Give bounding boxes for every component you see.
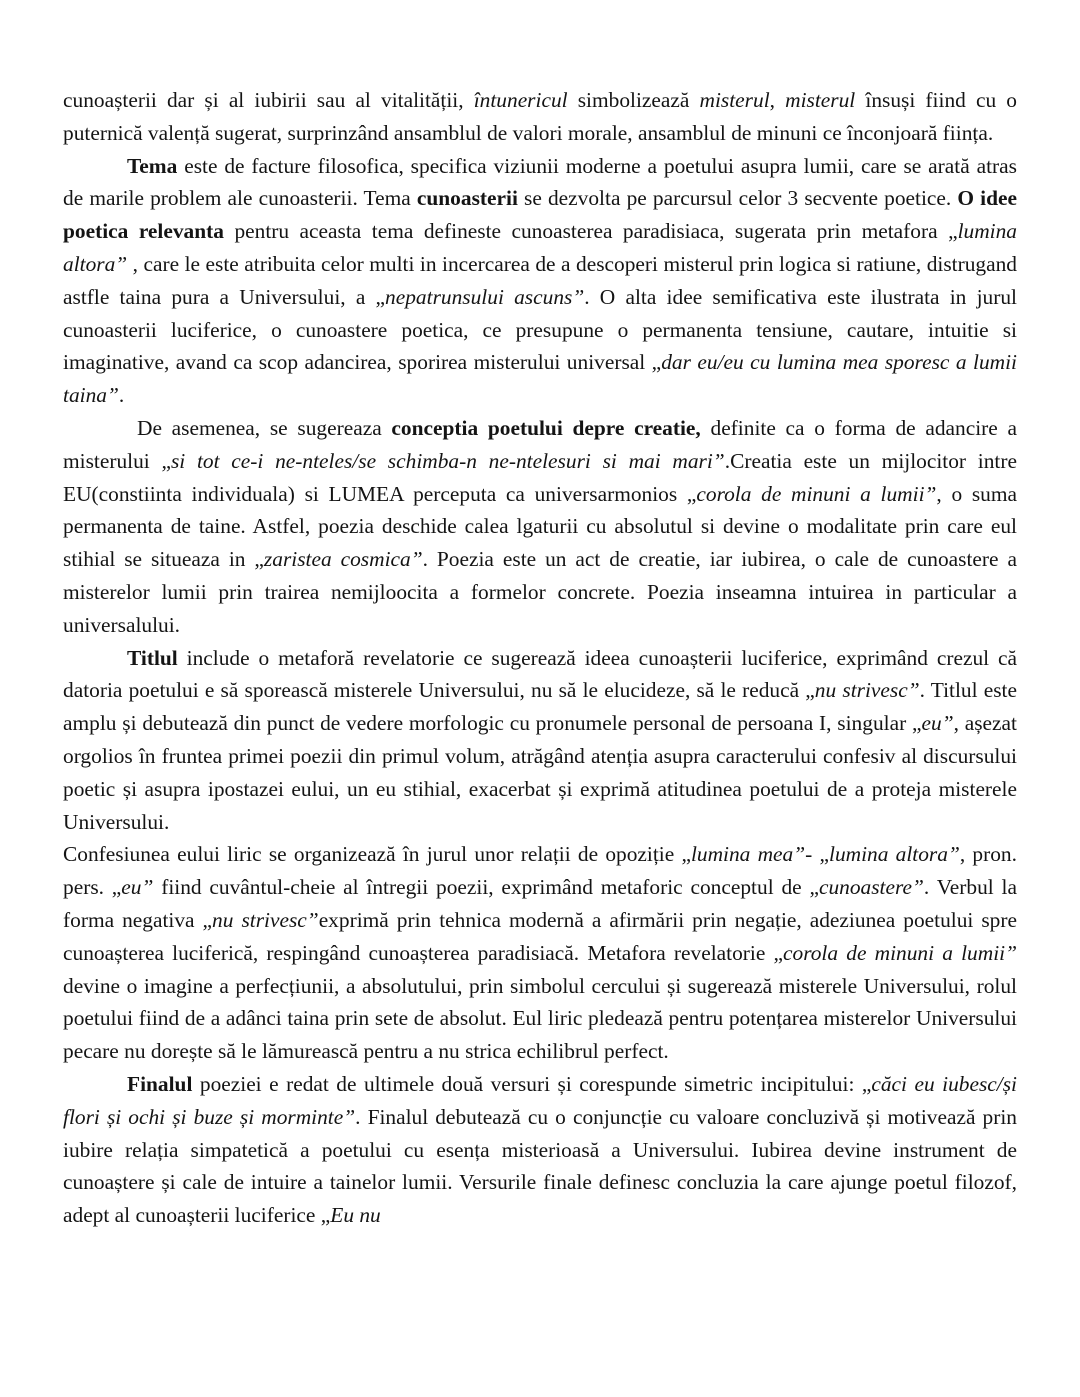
italic-quote: căci eu iubesc/și flori și ochi și buze și morminte” (63, 1071, 1017, 1129)
paragraph (63, 150, 1017, 412)
bold-text: conceptia poetului depre creatie, (391, 415, 701, 440)
text-run: devine o imagine a perfecțiunii, a absolutului, prin simbolul cercului și sugerează misterele Universului, rolul poetului fiind de a adânci taina prin sete de absolut. Eul liric pledează pentru potențarea misterelor Universului pecare nu dorește să le lămurească pentru a nu strica echilibrul perfect. (63, 973, 1017, 1064)
text-run: simbolizează (567, 88, 700, 112)
text-run: , o suma permanenta de taine. Astfel, poezia deschide calea lgaturii cu absolutul si devine o modalitate prin care eul stihial se situeaza in „ (63, 481, 1018, 572)
italic-quote: nepatrunsului ascuns” (385, 284, 585, 309)
paragraph (63, 838, 1017, 1068)
italic-quote: lumina mea” (690, 842, 806, 867)
text-run: exprimă prin tehnica modernă a afirmării prin negație, adeziunea poetului spre cunoașterea luciferică, respingând cunoașterea paradisiacă. Metafora revelatorie „ (63, 907, 1017, 965)
italic-quote: nu strivesc” (814, 678, 920, 703)
italic-quote: zaristea cosmica” (263, 547, 423, 572)
text-run: însuși fiind cu o puternică valență sugerat, surprinzând ansamblul de valori morale, ansamblul de minuni ce înconjoară ființa. (63, 88, 1017, 145)
italic-quote: corola de minuni a lumii” (783, 940, 1017, 965)
text-run: . (118, 383, 125, 408)
italic-quote: misterul (785, 88, 856, 112)
bold-text: O idee poetica relevanta (63, 186, 1017, 244)
italic-quote: dar eu/eu cu lumina mea sporesc a lumii taina” (63, 350, 1017, 408)
text-run: . Poezia este un act de creatie, iar iubirea, o cale de cunoastere a misterelor lumii prin trairea nemijloocita a formelor concrete. Poezia inseamna intuirea in particular a universalului. (63, 547, 1017, 637)
bold-text: cunoasterii (416, 186, 518, 211)
text-run: se dezvolta pe parcursul celor 3 secvente poetice. (517, 186, 958, 211)
bold-text: Tema (127, 153, 178, 178)
text-run: De asemenea, se sugereaza (137, 415, 392, 440)
text-run: pentru aceasta tema defineste cunoasterea paradisiaca, sugerata prin metafora „ (223, 219, 958, 244)
italic-quote: eu” (921, 711, 954, 736)
text-run: include o metaforă revelatorie ce sugerează ideea cunoașterii luciferice, exprimând crezul că datoria poetului e să sporească misterele Universului, nu să le elucideze, să le reducă „ (63, 645, 1017, 703)
text-run: , (769, 88, 786, 112)
italic-quote: nu strivesc” (212, 907, 319, 932)
italic-quote: lumina altora” (63, 219, 1017, 276)
text-run: Confesiunea eului liric se organizează în jurul unor relații de opoziție „ (63, 842, 691, 867)
text-run: cunoașterii dar și al iubirii sau al vitalității, (63, 88, 474, 112)
italic-quote: misterul (699, 88, 770, 112)
text-run: - „ (805, 842, 829, 867)
text-run: , care le este atribuita celor multi in incercarea de a descoperi misterul prin logica si ratiune, distrugand astfle taina pura a Universului, a „ (63, 251, 1017, 309)
italic-quote: corola de minuni a lumii” (696, 481, 937, 506)
bold-text: Finalul (127, 1071, 193, 1096)
paragraph (63, 1068, 1017, 1232)
italic-quote: eu” (121, 875, 154, 900)
text-run: .Creatia este un mijlocitor intre EU(constiinta individuala) si LUMEA perceputa ca universarmonios „ (63, 448, 1017, 506)
italic-quote: cunoastere” (818, 875, 924, 900)
text-run: . O alta idee semificativa este ilustrata in jurul cunoasterii luciferice, o cunoastere poetica, ce presupune o permanenta tensiune, cautare, intuitie si imaginative, avand ca scop adancirea, sporirea misterului universal „ (63, 284, 1017, 375)
italic-quote: lumina altora” (829, 842, 960, 867)
text-run: poeziei e redat de ultimele două versuri și corespunde simetric incipitului: „ (192, 1071, 872, 1096)
text-run: , pron. pers. „ (63, 842, 1017, 900)
text-run: definite ca o forma de adancire a misterului „ (63, 415, 1017, 473)
text-run: . Titlul este amplu și debutează din punct de vedere morfologic cu pronumele personal de persoana I, singular „ (63, 678, 1017, 736)
italic-quote: si tot ce-i ne-nteles/se schimba-n ne-ntelesuri si mai mari” (170, 448, 725, 473)
text-run: . Finalul debutează cu o conjuncție cu valoare concluzivă și motivează prin iubire relația simpatetică a poetului cu esența misterioasă a Universului. Iubirea devine instrument de cunoaștere și cale de intuire a tainelor lumii. Versurile finale definesc concluzia la care ajunge poetul filozof, adept al cunoașterii luciferice „ (63, 1104, 1017, 1228)
text-run: . Verbul la forma negativa „ (63, 875, 1017, 932)
paragraph (63, 84, 1017, 150)
paragraph (63, 412, 1017, 642)
text-run: , așezat orgolios în fruntea primei poezii din primul volum, atrăgând atenția asupra caracterului confesiv al discursului poetic și asupra ipostazei eului, un eu stihial, exacerbat și exprimă atitudinea poetului de a proteja misterele Universului. (63, 711, 1017, 834)
italic-quote: Eu nu (330, 1203, 381, 1228)
italic-quote: întunericul (473, 88, 568, 112)
text-run: este de facture filosofica, specifica viziunii moderne a poetului asupra lumii, care se arată atras de marile problem ale cunoasterii. Tema (63, 153, 1017, 211)
bold-text: Titlul (127, 645, 178, 670)
paragraph (63, 642, 1017, 839)
text-run: fiind cuvântul-cheie al întregii poezii, exprimând metaforic conceptul de „ (153, 875, 819, 900)
